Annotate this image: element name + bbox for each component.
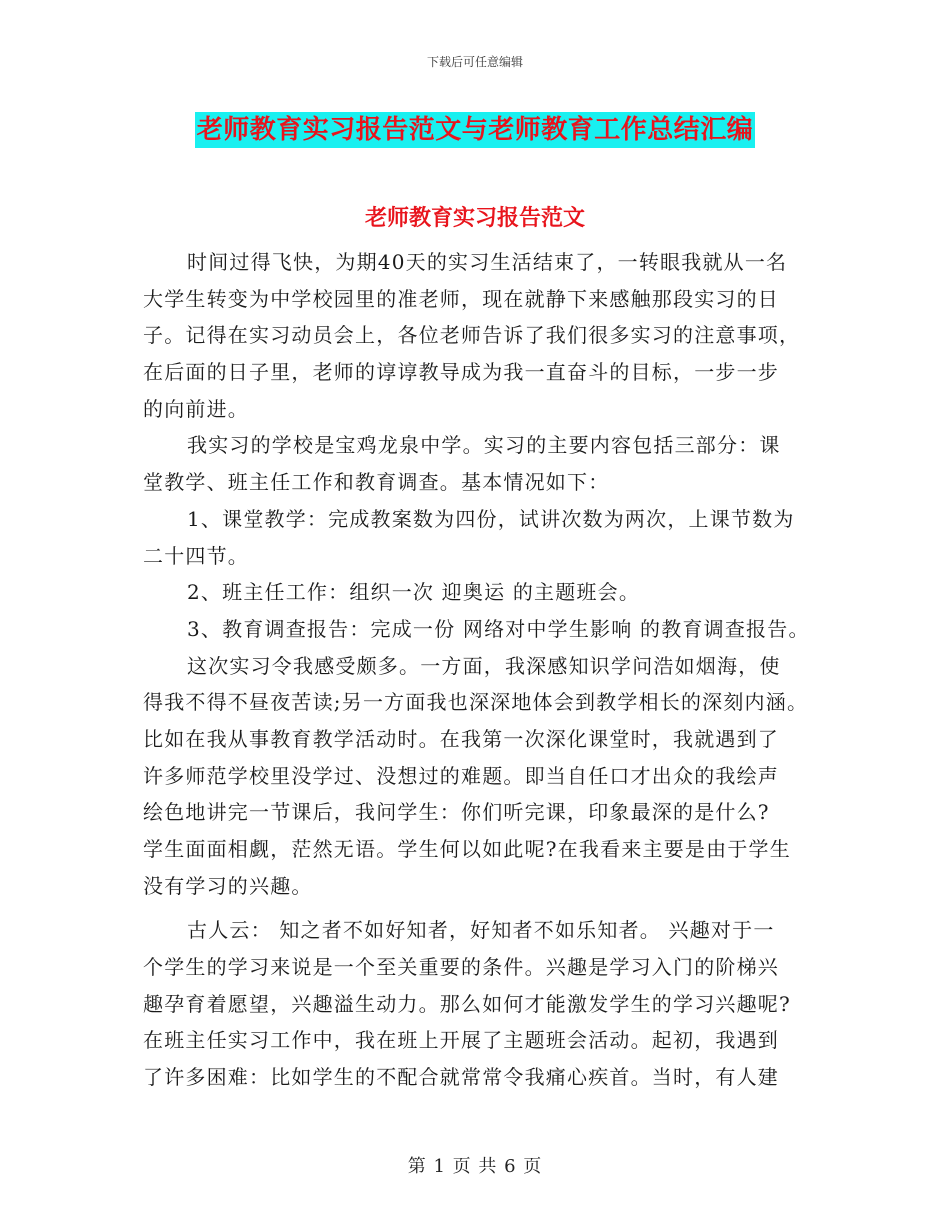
text-line: 趣孕育着愿望，兴趣溢生动力。那么如何才能激发学生的学习兴趣呢?: [143, 991, 791, 1016]
text-line: 在后面的日子里，老师的谆谆教导成为我一直奋斗的目标，一步一步: [143, 360, 779, 385]
text-line: 我实习的学校是宝鸡龙泉中学。实习的主要内容包括三部分：课: [187, 433, 781, 458]
text-line: 了许多困难：比如学生的不配合就常常令我痛心疾首。当时，有人建: [143, 1065, 779, 1090]
section-title: 老师教育实习报告范文: [364, 205, 585, 231]
paragraph-gap: [143, 904, 813, 912]
text-line: 比如在我从事教育教学活动时。在我第一次深化课堂时，我就遇到了: [143, 726, 779, 751]
text-line: 在班主任实习工作中，我在班上开展了主题班会活动。起初，我遇到: [143, 1028, 779, 1053]
text-line: 绘色地讲完一节课后，我问学生：你们听完课，印象最深的是什么?: [143, 800, 770, 825]
text-line: 3、教育调查报告：完成一份 网络对中学生影响 的教育调查报告。: [187, 616, 810, 641]
text-line: 时间过得飞快，为期40天的实习生活结束了，一转眼我就从一名: [187, 250, 788, 274]
text-line: 的向前进。: [143, 396, 249, 421]
text-line: 个学生的学习来说是一个至关重要的条件。兴趣是学习入门的阶梯兴: [143, 955, 779, 980]
text-line: 得我不得不昼夜苦读;另一方面我也深深地体会到教学相长的深刻内涵。: [143, 690, 809, 715]
main-title: 老师教育实习报告范文与老师教育工作总结汇编: [195, 112, 756, 148]
text-line: 2、班主任工作：组织一次 迎奥运 的主题班会。: [187, 580, 641, 605]
main-title-wrap: [0, 112, 950, 148]
text-line: 堂教学、班主任工作和教育调查。基本情况如下：: [143, 470, 610, 495]
text-line: 没有学习的兴趣。: [143, 873, 313, 898]
text-line: 学生面面相觑，茫然无语。学生何以如此呢?在我看来主要是由于学生: [143, 837, 791, 861]
text-line: 古人云： 知之者不如好知者，好知者不如乐知者。 兴趣对于一: [187, 918, 775, 943]
page-footer: 第 1 页 共 6 页: [407, 1156, 543, 1177]
text-line: 大学生转变为中学校园里的准老师，现在就静下来感触那段实习的日: [143, 286, 779, 311]
text-line: 子。记得在实习动员会上，各位老师告诉了我们很多实习的注意事项，: [143, 323, 801, 348]
text-line: 二十四节。: [143, 543, 249, 568]
text-line: 许多师范学校里没学过、没想过的难题。即当自任口才出众的我绘声: [143, 763, 779, 788]
body-text: [143, 244, 813, 1096]
text-line: 1、课堂教学：完成教案数为四份，试讲次数为两次，上课节数为: [187, 506, 795, 531]
text-line: 这次实习令我感受颇多。一方面，我深感知识学问浩如烟海，使: [187, 653, 781, 678]
header-note: 下载后可任意编辑: [426, 55, 523, 69]
